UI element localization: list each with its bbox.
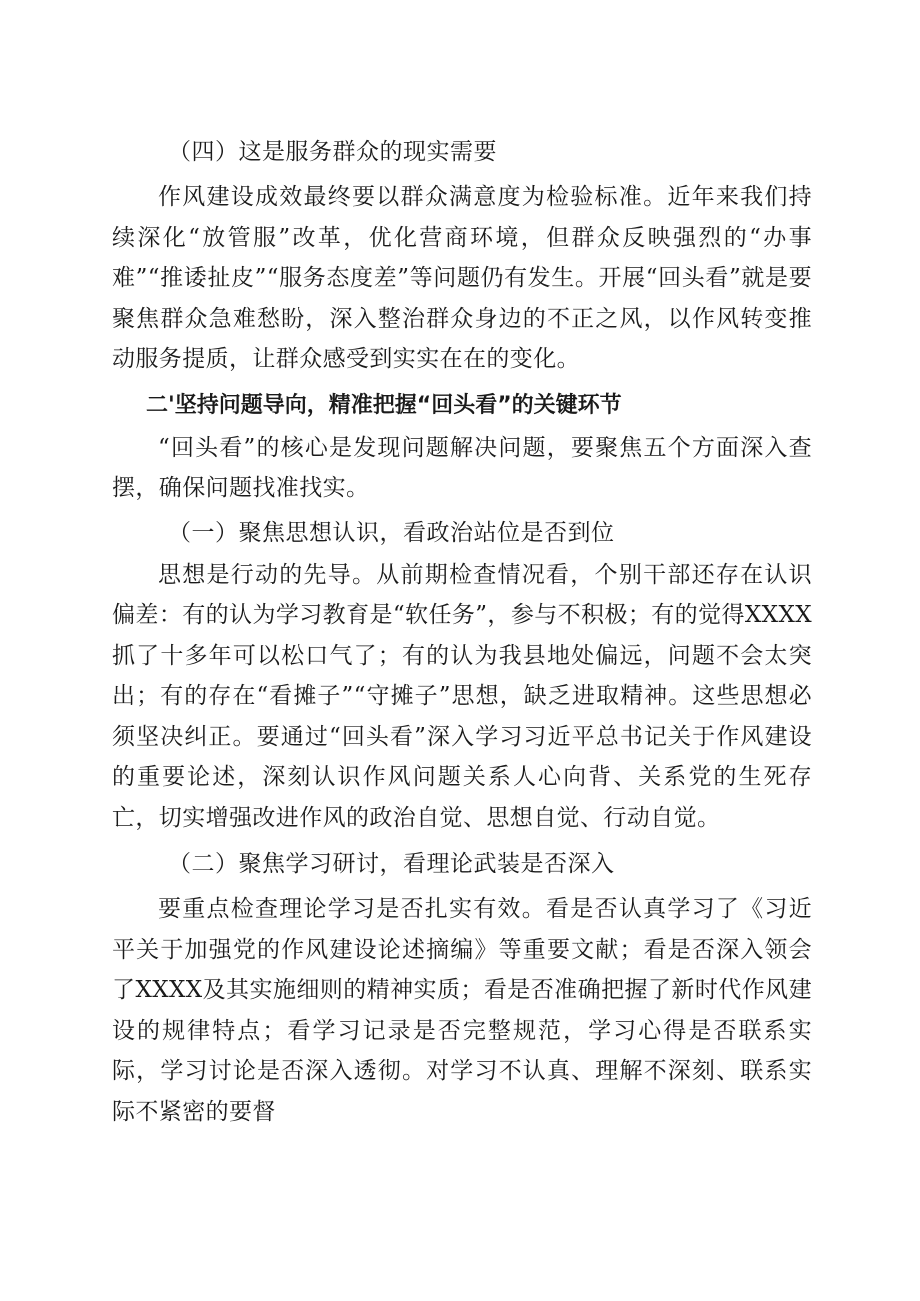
sub2-heading: （二）聚焦学习研讨，看理论武装是否深入	[168, 851, 615, 877]
sub2-paragraph: 要重点检查理论学习是否扎实有效。看是否认真学习了《习近平关于加强党的作风建设论述摘编》等重要文献；看是否深入领会了XXXX及其实施细则的精神实质；看是否准确把握了新时代作风建设的规律特点；看学习记录是否完整规范，学习心得是否联系实际，学习讨论是否深入透彻。对学习不认真、理解不深刻、联系实际不紧密的要督	[112, 896, 812, 1125]
part2-intro-paragraph: “回头看”的核心是发现问题解决问题，要聚焦五个方面深入查摆，确保问题找准找实。	[112, 434, 812, 501]
section4-heading: （四）这是服务群众的现实需要	[168, 139, 497, 165]
sub1-heading: （一）聚焦思想认识，看政治站位是否到位	[168, 519, 615, 546]
sub1-paragraph: 思想是行动的先导。从前期检查情况看，个别干部还存在认识偏差：有的认为学习教育是“软任务”，参与不积极；有的觉得XXXX抓了十多年可以松口气了；有的认为我县地处偏远，问题不会太突出；有的存在“看摊子”“守摊子”思想，缺乏进取精神。这些思想必须坚决纠正。要通过“回头看”深入学习习近平总书记关于作风建设的重要论述，深刻认识作风问题关系人心向背、关系党的生死存亡，切实增强改进作风的政治自觉、思想自觉、行动自觉。	[112, 561, 812, 831]
section4-paragraph: 作风建设成效最终要以群众满意度为检验标准。近年来我们持续深化“放管服”改革，优化营商环境，但群众反映强烈的“办事难”“推诿扯皮”“服务态度差”等问题仍有发生。开展“回头看”就是要聚焦群众急难愁盼，深入整治群众身边的不正之风，以作风转变推动服务提质，让群众感受到实实在在的变化。	[112, 184, 812, 372]
part2-heading: 二'坚持问题导向，精准把握“回头看”的关键环节	[146, 392, 622, 418]
document-body	[112, 128, 812, 1134]
